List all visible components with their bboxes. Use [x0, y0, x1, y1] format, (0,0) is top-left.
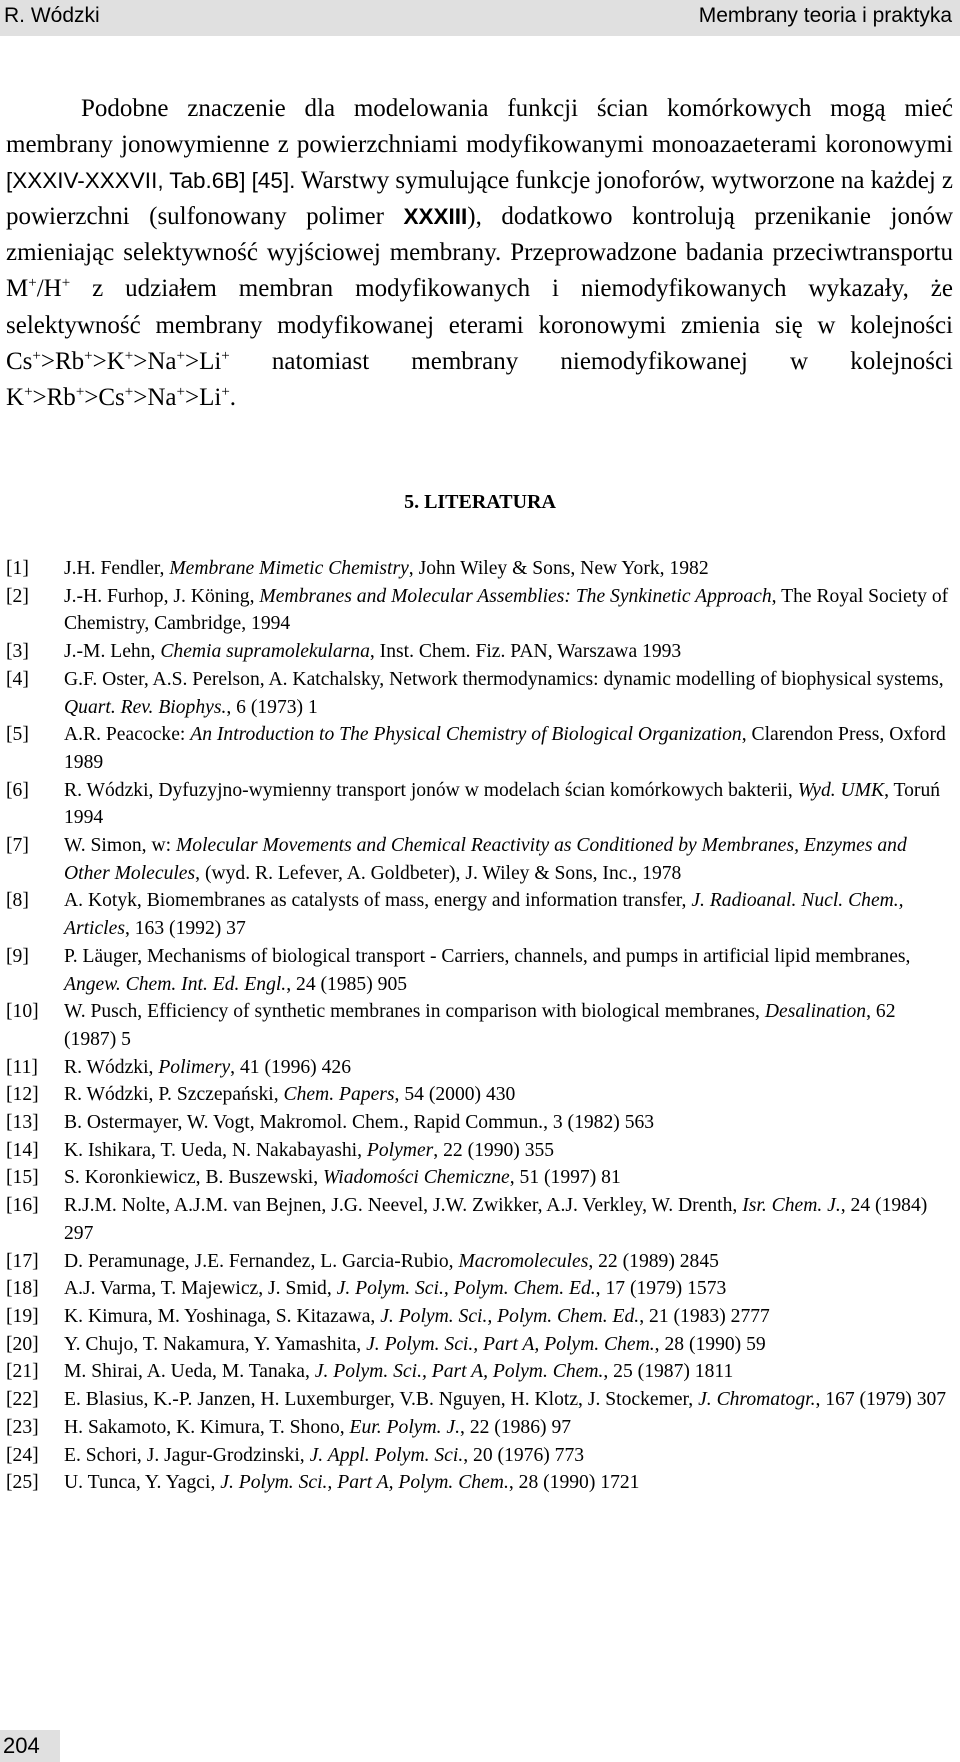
reference-number: [7] [6, 835, 29, 857]
reference-part: , 24 (1985) 905 [286, 973, 408, 995]
ion: >K [92, 347, 125, 375]
reference-italic: Wiadomości Chemiczne [323, 1167, 510, 1189]
reference-part: Y. Chujo, T. Nakamura, Y. Yamashita, [64, 1333, 367, 1355]
reference-item [6, 943, 951, 998]
superscript-plus: + [24, 383, 33, 400]
reference-italic: Macromolecules [458, 1250, 589, 1272]
superscript-plus: + [84, 347, 93, 364]
reference-item [6, 1081, 951, 1109]
intro-end: . [229, 383, 237, 411]
reference-number: [14] [6, 1139, 39, 1161]
reference-italic: J. Appl. Polym. Sci. [309, 1444, 464, 1466]
intro-s1-ref: [XXXIV-XXXVII, Tab.6B] [45]. [6, 168, 296, 194]
reference-item [6, 583, 951, 638]
reference-italic: J. Chromatogr. [698, 1389, 816, 1411]
reference-part: , Inst. Chem. Fiz. PAN, Warszawa 1993 [369, 641, 682, 663]
superscript-plus: + [28, 275, 37, 292]
reference-number: [17] [6, 1250, 39, 1272]
reference-number: [13] [6, 1112, 39, 1134]
ion: >Rb [32, 383, 76, 411]
reference-part: A.J. Varma, T. Majewicz, J. Smid, [64, 1278, 337, 1300]
reference-item [6, 1331, 951, 1359]
running-header [0, 0, 960, 36]
reference-part: , The Royal Society of Chemistry, Cambridge, 1994 [64, 585, 949, 635]
reference-text [64, 887, 951, 942]
section-title: 5. LITERATURA [404, 491, 556, 513]
reference-part: , 25 (1987) 1811 [603, 1361, 734, 1383]
reference-italic: Chem. Papers [283, 1084, 395, 1106]
reference-part: , 51 (1997) 81 [509, 1167, 621, 1189]
reference-text [64, 1469, 951, 1497]
reference-item [6, 666, 951, 721]
intro-s2a: Warstwy symulujące funkcje jonoforów, wytworzone na każdej z powierzchni (sulfonowany polimer [6, 167, 953, 231]
superscript-plus: + [124, 347, 134, 364]
intro-s2-ref: XXXIII [403, 204, 468, 230]
reference-part: , 22 (1989) 2845 [588, 1250, 719, 1272]
reference-italic: Polimery [158, 1056, 231, 1078]
reference-item [6, 1386, 951, 1414]
reference-part: , John Wiley & Sons, New York, 1982 [408, 558, 709, 579]
reference-part: , Toruń 1994 [64, 779, 941, 829]
reference-italic: Quart. Rev. Biophys. [64, 696, 227, 718]
reference-item [6, 555, 951, 583]
reference-item [6, 1442, 951, 1470]
reference-part: U. Tunca, Y. Yagci, [64, 1472, 221, 1494]
reference-part: R. Wódzki, [64, 1056, 159, 1078]
header-book-title: Membrany teoria i praktyka [698, 4, 952, 27]
reference-text [64, 1275, 951, 1303]
reference-item [6, 1303, 951, 1331]
reference-item [6, 887, 951, 942]
reference-part: , 28 (1990) 1721 [508, 1472, 640, 1494]
reference-part: B. Ostermayer, W. Vogt, Makromol. Chem., Rapid Commun., 3 (1982) 563 [64, 1112, 655, 1134]
reference-italic: Isr. Chem. J. [742, 1195, 841, 1217]
reference-part: , 22 (1986) 97 [460, 1416, 572, 1438]
ion: >Rb [40, 347, 85, 375]
reference-italic: Desalination [764, 1001, 867, 1023]
reference-text [64, 777, 951, 832]
reference-part: D. Peramunage, J.E. Fernandez, L. Garcia-Rubio, [64, 1250, 459, 1272]
intro-paragraph [6, 91, 953, 416]
reference-italic: Membrane Mimetic Chemistry [169, 558, 409, 579]
reference-part: G.F. Oster, A.S. Perelson, A. Katchalsky, Network thermodynamics: dynamic modelling of biophysical systems, [64, 668, 944, 690]
reference-item [6, 1469, 951, 1497]
reference-italic: J. Polym. Sci., Part A, Polym. Chem. [220, 1472, 509, 1494]
reference-item [6, 1109, 951, 1137]
reference-text [64, 1192, 951, 1247]
reference-item [6, 1248, 951, 1276]
reference-italic: J. Polym. Sci., Polym. Chem. Ed. [336, 1278, 596, 1300]
superscript-plus: + [61, 275, 71, 292]
reference-text [64, 721, 951, 776]
ion: >Li [184, 383, 222, 411]
ion: >Cs [84, 383, 125, 411]
reference-text [64, 555, 951, 583]
reference-number: [6] [6, 779, 29, 801]
reference-italic: Angew. Chem. Int. Ed. Engl. [64, 973, 287, 995]
reference-part: S. Koronkiewicz, B. Buszewski, [64, 1167, 324, 1189]
reference-number: [23] [6, 1416, 39, 1438]
ion: >Na [133, 383, 177, 411]
reference-item [6, 638, 951, 666]
reference-text [64, 1164, 951, 1192]
reference-item [6, 777, 951, 832]
reference-part: J.H. Fendler, [64, 558, 170, 579]
reference-part: R. Wódzki, P. Szczepański, [64, 1084, 284, 1106]
reference-text [64, 638, 951, 666]
reference-text [64, 1386, 951, 1414]
reference-part: E. Blasius, K.-P. Janzen, H. Luxemburger, V.B. Nguyen, H. Klotz, J. Stockemer, [64, 1389, 699, 1411]
reference-part: P. Läuger, Mechanisms of biological transport - Carriers, channels, and pumps in artificial lipid membranes, [64, 945, 911, 967]
reference-number: [4] [6, 668, 29, 690]
intro-s3a: Przeprowadzone badania przeciwtransportu M [6, 239, 953, 303]
reference-part: W. Simon, w: [64, 835, 176, 857]
reference-text [64, 1442, 951, 1470]
reference-part: , 62 (1987) 5 [64, 1001, 896, 1050]
reference-number: [24] [6, 1444, 39, 1466]
reference-part: J.-H. Furhop, J. Köning, [64, 585, 260, 607]
reference-part: A.R. Peacocke: [64, 724, 191, 746]
reference-text [64, 1137, 951, 1165]
reference-part: J.-M. Lehn, [64, 641, 161, 663]
reference-part: , 28 (1990) 59 [654, 1333, 766, 1355]
reference-part: , 54 (2000) 430 [394, 1084, 516, 1106]
reference-text [64, 1081, 951, 1109]
reference-part: A. Kotyk, Biomembranes as catalysts of mass, energy and information transfer, [64, 890, 692, 912]
reference-number: [20] [6, 1333, 39, 1355]
reference-part: , 163 (1992) 37 [124, 918, 246, 940]
ion: Cs [6, 347, 33, 375]
reference-number: [3] [6, 641, 29, 663]
reference-text [64, 1109, 951, 1137]
reference-italic: Molecular Movements and Chemical Reactivity as Conditioned by Membranes, Enzymes and Other Molecules [64, 835, 907, 884]
reference-part: E. Schori, J. Jagur-Grodzinski, [64, 1444, 310, 1466]
reference-text [64, 998, 951, 1053]
reference-part: , 6 (1973) 1 [226, 696, 318, 718]
reference-number: [1] [6, 558, 29, 579]
reference-italic: J. Polym. Sci., Part A, Polym. Chem. [314, 1361, 604, 1383]
reference-text [64, 583, 951, 638]
reference-italic: Chemia supramolekularna [160, 641, 370, 663]
reference-part: , 17 (1979) 1573 [595, 1278, 727, 1300]
superscript-plus: + [221, 383, 230, 400]
reference-text [64, 1054, 951, 1082]
reference-text [64, 1303, 951, 1331]
reference-part: , 167 (1979) 307 [815, 1389, 947, 1411]
reference-part: R. Wódzki, Dyfuzyjno-wymienny transport jonów w modelach ścian komórkowych bakterii, [64, 779, 798, 801]
ion: >Na [133, 347, 177, 375]
reference-number: [15] [6, 1167, 39, 1189]
reference-number: [8] [6, 890, 29, 912]
reference-item [6, 1358, 951, 1386]
reference-part: M. Shirai, A. Ueda, M. Tanaka, [64, 1361, 315, 1383]
reference-item [6, 832, 951, 887]
ion: >Li [184, 347, 222, 375]
superscript-plus: + [221, 347, 230, 364]
reference-part: , 21 (1983) 2777 [639, 1305, 770, 1327]
ion-sequence-unmodified [6, 384, 230, 411]
reference-part: , 24 (1984) 297 [64, 1195, 928, 1244]
reference-number: [22] [6, 1389, 39, 1411]
intro-s3c: z udziałem membran modyfikowanych i niemodyfikowanych wykazały, że selektywność membrany modyfikowanej eterami koronowymi zmienia się w kolejności [6, 275, 953, 339]
reference-number: [5] [6, 724, 29, 746]
superscript-plus: + [176, 383, 185, 400]
ion-sequence-modified [6, 348, 230, 375]
reference-item [6, 721, 951, 776]
reference-italic: J. Polym. Sci., Part A, Polym. Chem. [366, 1333, 655, 1355]
reference-text [64, 832, 951, 887]
reference-part: H. Sakamoto, K. Kimura, T. Shono, [64, 1416, 350, 1438]
reference-italic: J. Polym. Sci., Polym. Chem. Ed. [380, 1305, 640, 1327]
reference-italic: Wyd. UMK [797, 779, 885, 801]
reference-text [64, 1414, 951, 1442]
reference-item [6, 1414, 951, 1442]
reference-part: K. Ishikara, T. Ueda, N. Nakabayashi, [64, 1139, 367, 1161]
reference-item [6, 1192, 951, 1247]
intro-s3b: /H [36, 275, 62, 303]
intro-s2b: ), dodatkowo kontrolują przenikanie jonów zmieniając selektywność wyjściowej membrany. [6, 203, 953, 267]
superscript-plus: + [75, 383, 85, 400]
reference-italic: J. Radioanal. Nucl. Chem., Articles [64, 890, 904, 940]
intro-s3d: natomiast membrany niemodyfikowanej w kolejności [229, 347, 953, 375]
reference-number: [9] [6, 945, 29, 967]
superscript-plus: + [124, 383, 134, 400]
reference-italic: An Introduction to The Physical Chemistry of Biological Organization [190, 724, 742, 746]
reference-part: R.J.M. Nolte, A.J.M. van Bejnen, J.G. Neevel, J.W. Zwikker, A.J. Verkley, W. Drenth, [64, 1195, 743, 1217]
reference-part: K. Kimura, M. Yoshinaga, S. Kitazawa, [64, 1305, 381, 1327]
reference-text [64, 1248, 951, 1276]
reference-number: [11] [6, 1056, 38, 1078]
reference-number: [2] [6, 585, 29, 607]
reference-number: [16] [6, 1195, 39, 1217]
reference-part: , 22 (1990) 355 [433, 1139, 555, 1161]
reference-item [6, 1054, 951, 1082]
superscript-plus: + [32, 347, 41, 364]
reference-item [6, 1275, 951, 1303]
reference-number: [21] [6, 1361, 39, 1383]
intro-s1: Podobne znaczenie dla modelowania funkcji ścian komórkowych mogą mieć membrany jonowymienne z powierzchniami modyfikowanymi monoazaeterami koronowymi [6, 95, 953, 159]
reference-part: , Clarendon Press, Oxford 1989 [64, 724, 946, 773]
reference-part: , 41 (1996) 426 [230, 1056, 351, 1078]
reference-item [6, 1137, 951, 1165]
reference-list [6, 555, 951, 1497]
reference-part: W. Pusch, Efficiency of synthetic membranes in comparison with biological membranes, [64, 1001, 765, 1023]
reference-number: [10] [6, 1001, 39, 1023]
reference-number: [25] [6, 1472, 39, 1494]
reference-part: , 20 (1976) 773 [463, 1444, 585, 1466]
reference-text [64, 943, 951, 998]
reference-part: , (wyd. R. Lefever, A. Goldbeter), J. Wiley & Sons, Inc., 1978 [195, 862, 682, 884]
page-number: 204 [0, 1730, 60, 1762]
reference-italic: Eur. Polym. J. [349, 1416, 461, 1438]
superscript-plus: + [176, 347, 185, 364]
reference-item [6, 998, 951, 1053]
reference-number: [12] [6, 1084, 39, 1106]
reference-italic: Polymer [366, 1139, 434, 1161]
reference-number: [19] [6, 1305, 39, 1327]
reference-text [64, 666, 951, 721]
reference-text [64, 1331, 951, 1359]
reference-item [6, 1164, 951, 1192]
reference-italic: Membranes and Molecular Assemblies: The Synkinetic Approach [259, 585, 772, 607]
reference-number: [18] [6, 1278, 39, 1300]
ion: K [6, 383, 25, 411]
reference-text [64, 1358, 951, 1386]
header-author: R. Wódzki [4, 4, 100, 27]
